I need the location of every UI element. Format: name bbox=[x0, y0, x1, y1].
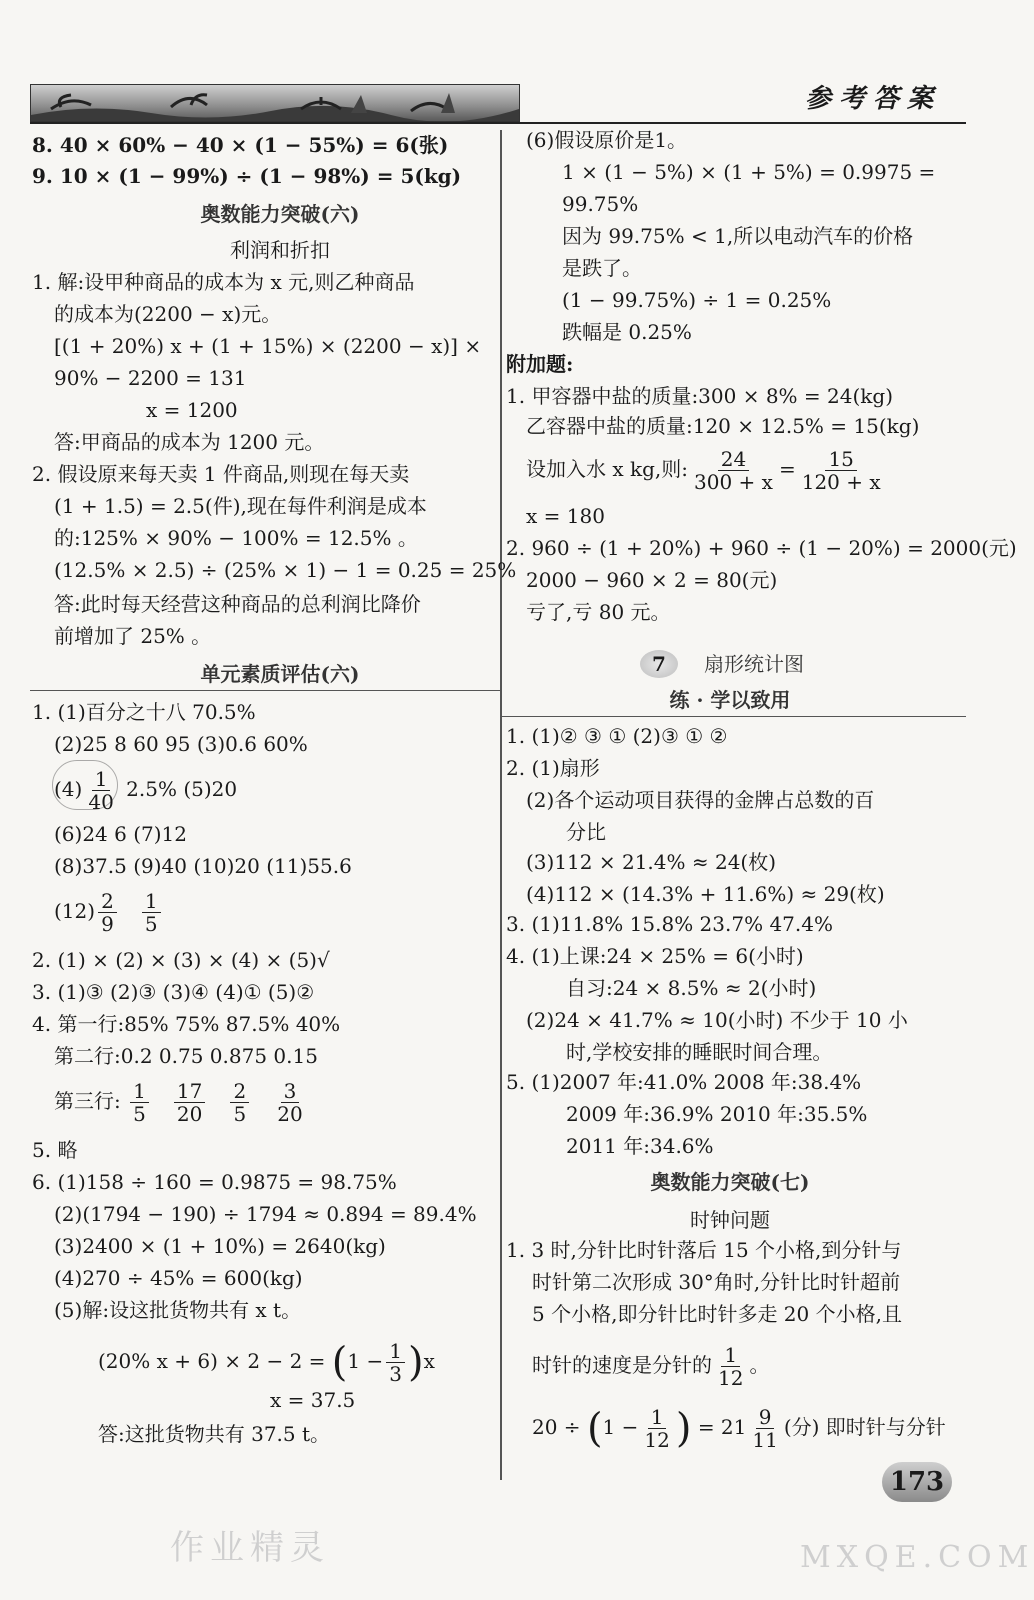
answer-line: 5. 略 bbox=[32, 1138, 78, 1162]
answer-line: 设加入水 x kg,则: $\frac{24}{300 + x}$ = $\frac{15}{120 + x}$ bbox=[526, 448, 887, 493]
subsection-heading: 利润和折扣 bbox=[230, 238, 330, 262]
answer-line: 答:甲商品的成本为 1200 元。 bbox=[54, 430, 325, 454]
denominator: 20 bbox=[277, 1102, 303, 1126]
equation-text: 设加入水 x kg,则: bbox=[526, 457, 689, 481]
answer-line: (2)各个运动项目获得的金牌占总数的百 bbox=[526, 788, 875, 812]
answer-line: x = 1200 bbox=[146, 398, 238, 422]
answer-line: (12.5% × 2.5) ÷ (25% × 1) − 1 = 0.25 = 25% bbox=[54, 558, 517, 582]
fraction bbox=[715, 1344, 746, 1389]
section-rule bbox=[30, 690, 500, 691]
answer-text: 时针的速度是分针的 bbox=[532, 1353, 712, 1377]
numerator: 3 bbox=[281, 1080, 300, 1103]
chapter-number-badge: 7 bbox=[640, 650, 678, 678]
section-heading: 奥数能力突破(六) bbox=[200, 202, 360, 226]
answer-line: 90% − 2200 = 131 bbox=[54, 366, 247, 390]
fraction bbox=[230, 1080, 249, 1125]
answer-line: (6)24 6 (7)12 bbox=[54, 822, 187, 846]
answer-line: 的成本为(2200 − x)元。 bbox=[54, 302, 282, 326]
numerator: 15 bbox=[825, 448, 856, 471]
subsection-heading: 时钟问题 bbox=[690, 1208, 770, 1232]
answer-line: 1. (1)② ③ ① (2)③ ① ② bbox=[506, 724, 728, 748]
answer-line: (5)解:设这批货物共有 x t。 bbox=[54, 1298, 302, 1322]
answer-line: (4)112 × (14.3% + 11.6%) ≈ 29(枚) bbox=[526, 882, 885, 906]
answer-line: 2000 − 960 × 2 = 80(元) bbox=[526, 568, 778, 592]
section-heading: 练 · 学以致用 bbox=[669, 688, 791, 712]
answer-line: 4. 第一行:85% 75% 87.5% 40% bbox=[32, 1012, 341, 1036]
answer-line: 分比 bbox=[566, 820, 606, 844]
answer-line: 跌幅是 0.25% bbox=[562, 320, 692, 344]
equation-text: x bbox=[423, 1349, 435, 1373]
answer-line: 20 ÷ (1 − $\frac{1}{12}$ ) = 21 $\frac{9}{11}$ (分) 即时针与分针 bbox=[532, 1405, 946, 1452]
denominator: 12 bbox=[644, 1428, 670, 1452]
denominator: 300 + x bbox=[694, 470, 773, 494]
answer-line bbox=[54, 768, 237, 813]
answer-line: 5 个小格,即分针比时针多走 20 个小格,且 bbox=[532, 1302, 902, 1326]
denominator: 5 bbox=[133, 1102, 146, 1126]
section-heading: 单元素质评估(六) bbox=[200, 662, 360, 686]
answer-line: 8. 40 × 60% − 40 × (1 − 55%) = 6(张) bbox=[32, 133, 449, 157]
equation-text: 1 − bbox=[602, 1415, 639, 1439]
numerator: 1 bbox=[92, 768, 111, 791]
fraction bbox=[691, 448, 776, 493]
answer-line: 的:125% × 90% − 100% = 12.5% 。 bbox=[54, 526, 418, 550]
answer-line: 2009 年:36.9% 2010 年:35.5% bbox=[566, 1102, 868, 1126]
section-heading: 奥数能力突破(七) bbox=[650, 1170, 810, 1194]
equation-text: 20 ÷ bbox=[532, 1415, 581, 1439]
palm-island-icon bbox=[31, 85, 519, 121]
answer-line: 2011 年:34.6% bbox=[566, 1134, 714, 1158]
answer-line: 1. 甲容器中盐的质量:300 × 8% = 24(kg) bbox=[506, 384, 894, 408]
row-label: 第三行: bbox=[54, 1089, 121, 1113]
answer-line: (2)(1794 − 190) ÷ 1794 ≈ 0.894 = 89.4% bbox=[54, 1202, 477, 1226]
denominator: 9 bbox=[101, 912, 114, 936]
header-rule bbox=[30, 122, 966, 124]
equation-text: 1 − bbox=[347, 1349, 384, 1373]
answer-line: 2. 960 ÷ (1 + 20%) + 960 ÷ (1 − 20%) = 2000(元) bbox=[506, 536, 1017, 560]
fraction bbox=[130, 1080, 149, 1125]
numerator: 2 bbox=[230, 1080, 249, 1103]
denominator: 12 bbox=[718, 1366, 744, 1390]
denominator: 11 bbox=[752, 1428, 778, 1452]
answer-line: 因为 99.75% < 1,所以电动汽车的价格 bbox=[562, 224, 914, 248]
answer-line: 自习:24 × 8.5% ≈ 2(小时) bbox=[566, 976, 817, 1000]
answer-line: (2)25 8 60 95 (3)0.6 60% bbox=[54, 732, 308, 756]
answer-text: 。 bbox=[749, 1353, 770, 1377]
numerator: 1 bbox=[130, 1080, 149, 1103]
answer-line: 第二行:0.2 0.75 0.875 0.15 bbox=[54, 1044, 318, 1068]
answer-line: 时针第二次形成 30°角时,分针比时针超前 bbox=[532, 1270, 901, 1294]
fraction bbox=[98, 890, 117, 935]
answer-line: (3)2400 × (1 + 10%) = 2640(kg) bbox=[54, 1234, 386, 1258]
numerator: 1 bbox=[721, 1344, 740, 1367]
fraction bbox=[142, 890, 161, 935]
answer-line: 3. (1)③ (2)③ (3)④ (4)① (5)② bbox=[32, 980, 315, 1004]
answer-line: [(1 + 20%) x + (1 + 15%) × (2200 − x)] × bbox=[54, 334, 482, 358]
answer-line: 前增加了 25% 。 bbox=[54, 624, 212, 648]
item-number: (12) bbox=[54, 899, 96, 923]
header-title: 参考答案 bbox=[805, 84, 942, 114]
answer-line: 1 × (1 − 5%) × (1 + 5%) = 0.9975 = bbox=[562, 160, 936, 184]
numerator: 9 bbox=[756, 1406, 775, 1429]
denominator: 20 bbox=[176, 1102, 203, 1126]
header-banner bbox=[30, 84, 520, 122]
answer-line: 1. 3 时,分针比时针落后 15 个小格,到分针与 bbox=[506, 1238, 902, 1262]
item-number: (4) bbox=[54, 777, 83, 801]
chapter-title: 扇形统计图 bbox=[704, 652, 804, 676]
answer-line: (8)37.5 (9)40 (10)20 (11)55.6 bbox=[54, 854, 352, 878]
answer-line: (1 + 1.5) = 2.5(件),现在每件利润是成本 bbox=[54, 494, 427, 518]
numerator: 24 bbox=[718, 448, 749, 471]
column-divider bbox=[500, 130, 502, 1480]
fraction bbox=[174, 1080, 205, 1125]
answer-line: 2. 假设原来每天卖 1 件商品,则现在每天卖 bbox=[32, 462, 410, 486]
answer-line: 是跌了。 bbox=[562, 256, 642, 280]
answer-line: (20% x + 6) × 2 − 2 = (1 − $\frac{1}{3}$ )x bbox=[98, 1339, 435, 1386]
fraction bbox=[274, 1080, 305, 1125]
answer-line bbox=[54, 890, 164, 935]
answer-line: 4. (1)上课:24 × 25% = 6(小时) bbox=[506, 944, 804, 968]
denominator: 5 bbox=[144, 912, 158, 936]
answer-line: (6)假设原价是1。 bbox=[526, 128, 688, 152]
answer-line: (4)270 ÷ 45% = 600(kg) bbox=[54, 1266, 303, 1290]
fraction bbox=[85, 768, 116, 813]
numerator: 17 bbox=[174, 1080, 205, 1103]
watermark-text: 作业精灵 bbox=[170, 1528, 330, 1568]
equation-text: (20% x + 6) × 2 − 2 = bbox=[98, 1349, 326, 1373]
fraction bbox=[386, 1340, 405, 1385]
answer-line: 6. (1)158 ÷ 160 = 0.9875 = 98.75% bbox=[32, 1170, 397, 1194]
fraction bbox=[799, 448, 884, 493]
fraction bbox=[749, 1406, 780, 1451]
page-number: 173 bbox=[882, 1462, 952, 1502]
numerator: 1 bbox=[142, 890, 161, 913]
numerator: 2 bbox=[98, 890, 117, 913]
answer-line: 99.75% bbox=[562, 192, 639, 216]
answer-line: 答:这批货物共有 37.5 t。 bbox=[98, 1422, 331, 1446]
answer-line: 乙容器中盐的质量:120 × 12.5% = 15(kg) bbox=[526, 414, 920, 438]
watermark-logo: MXQE.COM bbox=[800, 1540, 1034, 1575]
answer-line bbox=[532, 1344, 769, 1389]
answer-line: 1. 解:设甲种商品的成本为 x 元,则乙种商品 bbox=[32, 270, 415, 294]
answer-line: 亏了,亏 80 元。 bbox=[526, 600, 671, 624]
answer-line: 2. (1)扇形 bbox=[506, 756, 600, 780]
section-rule bbox=[500, 716, 966, 717]
denominator: 120 + x bbox=[801, 470, 881, 494]
answer-line: 1. (1)百分之十八 70.5% bbox=[32, 700, 256, 724]
denominator: 5 bbox=[233, 1102, 247, 1126]
answer-line: (3)112 × 21.4% ≈ 24(枚) bbox=[526, 850, 777, 874]
answer-line: x = 180 bbox=[526, 504, 605, 528]
answer-line: (2)24 × 41.7% ≈ 10(小时) 不少于 10 小 bbox=[526, 1008, 908, 1032]
answer-line: 9. 10 × (1 − 99%) ÷ (1 − 98%) = 5(kg) bbox=[32, 164, 462, 188]
answer-line: (1 − 99.75%) ÷ 1 = 0.25% bbox=[562, 288, 832, 312]
answer-line: 答:此时每天经营这种商品的总利润比降价 bbox=[54, 592, 421, 616]
answer-line: 3. (1)11.8% 15.8% 23.7% 47.4% bbox=[506, 912, 833, 936]
fraction bbox=[641, 1406, 672, 1451]
equation-text: (分) 即时针与分针 bbox=[783, 1415, 946, 1439]
section-heading: 附加题: bbox=[506, 352, 574, 376]
answer-line bbox=[54, 1080, 309, 1125]
numerator: 1 bbox=[386, 1340, 405, 1363]
numerator: 1 bbox=[648, 1406, 667, 1429]
answer-line: 时,学校安排的睡眠时间合理。 bbox=[566, 1040, 833, 1064]
answer-line: x = 37.5 bbox=[270, 1388, 356, 1412]
equation-text: = 21 bbox=[697, 1415, 747, 1439]
answer-text: 2.5% (5)20 bbox=[126, 777, 238, 801]
answer-line: 5. (1)2007 年:41.0% 2008 年:38.4% bbox=[506, 1070, 862, 1094]
denominator: 3 bbox=[389, 1362, 402, 1386]
denominator: 40 bbox=[88, 790, 114, 814]
answer-line: 2. (1) × (2) × (3) × (4) × (5)√ bbox=[32, 948, 330, 972]
